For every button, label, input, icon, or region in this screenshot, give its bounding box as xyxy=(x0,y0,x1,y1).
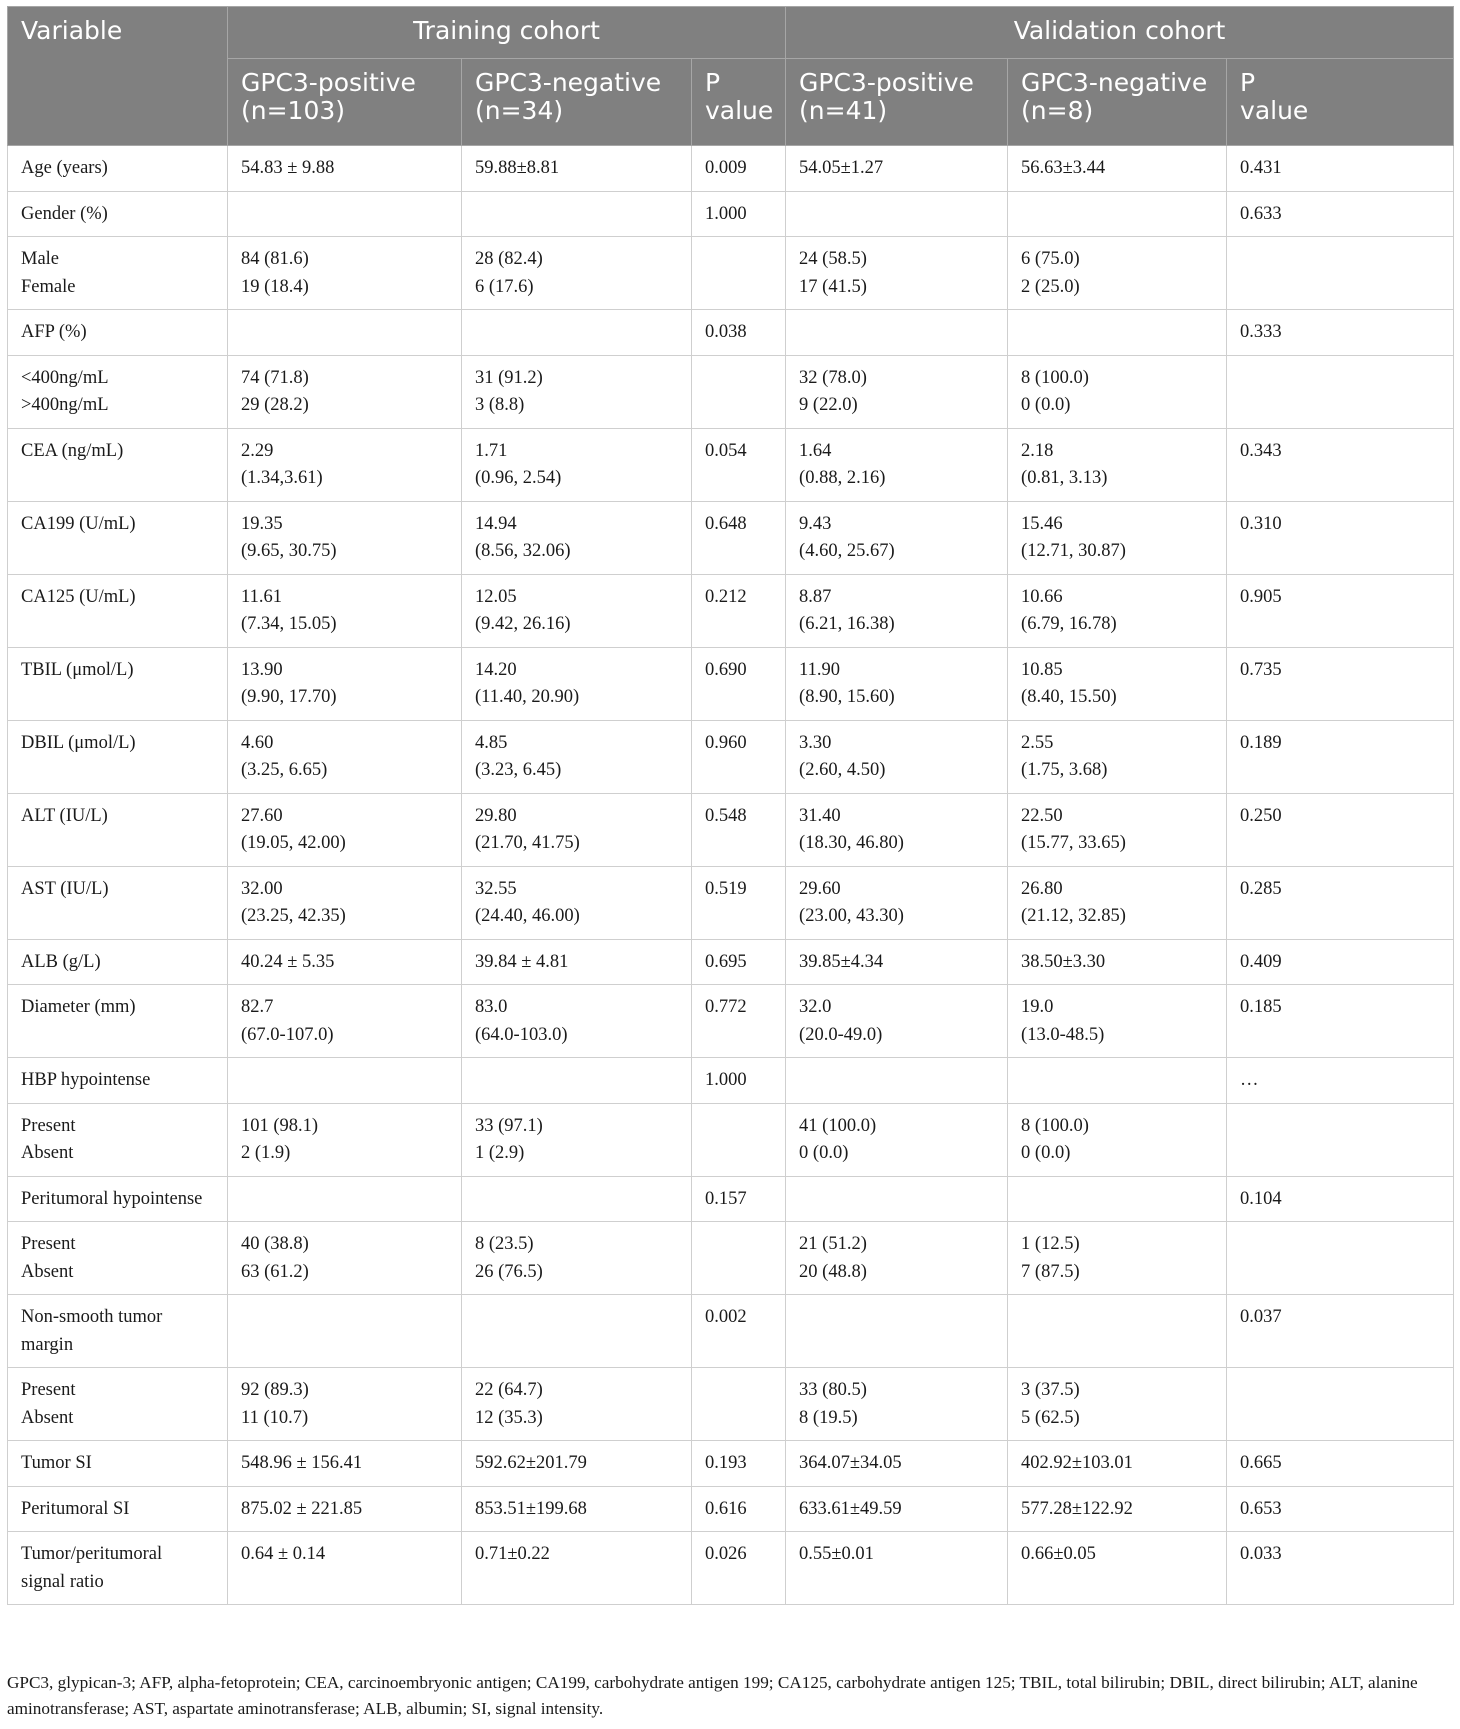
table-row xyxy=(8,310,1454,356)
value-cell xyxy=(1227,1103,1454,1176)
variable-cell: Present Absent xyxy=(8,1222,228,1295)
variable-cell: Tumor/peritumoral signal ratio xyxy=(8,1532,228,1605)
table-row xyxy=(8,191,1454,237)
value-cell: 0.189 xyxy=(1227,720,1454,793)
value-cell xyxy=(692,237,786,310)
value-cell: 0.431 xyxy=(1227,146,1454,192)
table-row xyxy=(8,1368,1454,1441)
value-cell xyxy=(786,1176,1008,1222)
table-row xyxy=(8,1295,1454,1368)
value-cell: 33 (97.1) 1 (2.9) xyxy=(462,1103,692,1176)
variable-cell: Age (years) xyxy=(8,146,228,192)
value-cell: 8 (23.5) 26 (76.5) xyxy=(462,1222,692,1295)
value-cell: 592.62±201.79 xyxy=(462,1441,692,1487)
value-cell xyxy=(1227,1222,1454,1295)
variable-cell: Peritumoral hypointense xyxy=(8,1176,228,1222)
table-row xyxy=(8,574,1454,647)
variable-cell: Tumor SI xyxy=(8,1441,228,1487)
value-cell: 19.35 (9.65, 30.75) xyxy=(228,501,462,574)
value-cell xyxy=(692,355,786,428)
header-validation-gpc3-negative: GPC3-negative (n=8) xyxy=(1008,59,1227,146)
value-cell: 0.548 xyxy=(692,793,786,866)
value-cell: 14.94 (8.56, 32.06) xyxy=(462,501,692,574)
variable-cell: Diameter (mm) xyxy=(8,985,228,1058)
value-cell: 15.46 (12.71, 30.87) xyxy=(1008,501,1227,574)
value-cell: 0.633 xyxy=(1227,191,1454,237)
value-cell: 8.87 (6.21, 16.38) xyxy=(786,574,1008,647)
variable-cell: Gender (%) xyxy=(8,191,228,237)
value-cell xyxy=(1008,1058,1227,1104)
value-cell: 83.0 (64.0-103.0) xyxy=(462,985,692,1058)
value-cell xyxy=(462,191,692,237)
value-cell xyxy=(1227,237,1454,310)
value-cell xyxy=(786,1295,1008,1368)
value-cell: 6 (75.0) 2 (25.0) xyxy=(1008,237,1227,310)
value-cell: 40 (38.8) 63 (61.2) xyxy=(228,1222,462,1295)
table-row xyxy=(8,866,1454,939)
table-row xyxy=(8,428,1454,501)
value-cell: 11.61 (7.34, 15.05) xyxy=(228,574,462,647)
value-cell: 402.92±103.01 xyxy=(1008,1441,1227,1487)
value-cell: 0.002 xyxy=(692,1295,786,1368)
value-cell: 0.648 xyxy=(692,501,786,574)
value-cell: 41 (100.0) 0 (0.0) xyxy=(786,1103,1008,1176)
value-cell: 13.90 (9.90, 17.70) xyxy=(228,647,462,720)
value-cell: 101 (98.1) 2 (1.9) xyxy=(228,1103,462,1176)
value-cell xyxy=(228,1176,462,1222)
value-cell: 0.71±0.22 xyxy=(462,1532,692,1605)
value-cell: 0.665 xyxy=(1227,1441,1454,1487)
variable-cell: CA199 (U/mL) xyxy=(8,501,228,574)
value-cell xyxy=(786,191,1008,237)
value-cell: 0.960 xyxy=(692,720,786,793)
header-validation-cohort: Validation cohort xyxy=(786,7,1454,59)
value-cell: 0.55±0.01 xyxy=(786,1532,1008,1605)
value-cell: 29.60 (23.00, 43.30) xyxy=(786,866,1008,939)
value-cell: 0.409 xyxy=(1227,939,1454,985)
variable-cell: TBIL (μmol/L) xyxy=(8,647,228,720)
value-cell: 0.193 xyxy=(692,1441,786,1487)
variable-cell: Present Absent xyxy=(8,1103,228,1176)
value-cell: 74 (71.8) 29 (28.2) xyxy=(228,355,462,428)
value-cell: 0.64 ± 0.14 xyxy=(228,1532,462,1605)
value-cell: 32 (78.0) 9 (22.0) xyxy=(786,355,1008,428)
variable-cell: <400ng/mL >400ng/mL xyxy=(8,355,228,428)
value-cell: 29.80 (21.70, 41.75) xyxy=(462,793,692,866)
value-cell: 24 (58.5) 17 (41.5) xyxy=(786,237,1008,310)
table-row xyxy=(8,1176,1454,1222)
value-cell: 31.40 (18.30, 46.80) xyxy=(786,793,1008,866)
value-cell: 10.85 (8.40, 15.50) xyxy=(1008,647,1227,720)
value-cell: 548.96 ± 156.41 xyxy=(228,1441,462,1487)
variable-cell: DBIL (μmol/L) xyxy=(8,720,228,793)
table-row xyxy=(8,355,1454,428)
value-cell: 14.20 (11.40, 20.90) xyxy=(462,647,692,720)
value-cell xyxy=(692,1368,786,1441)
value-cell: 21 (51.2) 20 (48.8) xyxy=(786,1222,1008,1295)
value-cell: 0.185 xyxy=(1227,985,1454,1058)
value-cell: 0.104 xyxy=(1227,1176,1454,1222)
value-cell: 59.88±8.81 xyxy=(462,146,692,192)
value-cell: 0.033 xyxy=(1227,1532,1454,1605)
value-cell: 0.905 xyxy=(1227,574,1454,647)
value-cell: 2.55 (1.75, 3.68) xyxy=(1008,720,1227,793)
value-cell: 0.66±0.05 xyxy=(1008,1532,1227,1605)
header-row-groups xyxy=(8,7,1454,59)
value-cell: 54.83 ± 9.88 xyxy=(228,146,462,192)
table-row xyxy=(8,720,1454,793)
header-training-gpc3-positive: GPC3-positive (n=103) xyxy=(228,59,462,146)
value-cell: 39.84 ± 4.81 xyxy=(462,939,692,985)
value-cell: 1 (12.5) 7 (87.5) xyxy=(1008,1222,1227,1295)
value-cell xyxy=(228,1295,462,1368)
value-cell: 38.50±3.30 xyxy=(1008,939,1227,985)
header-validation-p-value: P value xyxy=(1227,59,1454,146)
value-cell xyxy=(1008,1295,1227,1368)
value-cell xyxy=(462,1295,692,1368)
table-row xyxy=(8,501,1454,574)
value-cell: 0.690 xyxy=(692,647,786,720)
value-cell xyxy=(1227,355,1454,428)
value-cell: 1.000 xyxy=(692,1058,786,1104)
table-row xyxy=(8,647,1454,720)
value-cell: 577.28±122.92 xyxy=(1008,1486,1227,1532)
value-cell: 11.90 (8.90, 15.60) xyxy=(786,647,1008,720)
header-training-gpc3-negative: GPC3-negative (n=34) xyxy=(462,59,692,146)
value-cell: 10.66 (6.79, 16.78) xyxy=(1008,574,1227,647)
table-row xyxy=(8,1058,1454,1104)
variable-cell: HBP hypointense xyxy=(8,1058,228,1104)
value-cell xyxy=(1008,191,1227,237)
value-cell xyxy=(462,1176,692,1222)
value-cell: 0.054 xyxy=(692,428,786,501)
table-body xyxy=(8,146,1454,1605)
table-row xyxy=(8,793,1454,866)
value-cell: 9.43 (4.60, 25.67) xyxy=(786,501,1008,574)
value-cell: 0.772 xyxy=(692,985,786,1058)
value-cell: 0.333 xyxy=(1227,310,1454,356)
variable-cell: ALB (g/L) xyxy=(8,939,228,985)
value-cell: 4.85 (3.23, 6.45) xyxy=(462,720,692,793)
variable-cell: CEA (ng/mL) xyxy=(8,428,228,501)
variable-cell: Non-smooth tumor margin xyxy=(8,1295,228,1368)
value-cell xyxy=(228,310,462,356)
variable-cell: Peritumoral SI xyxy=(8,1486,228,1532)
value-cell: 92 (89.3) 11 (10.7) xyxy=(228,1368,462,1441)
value-cell: 32.00 (23.25, 42.35) xyxy=(228,866,462,939)
value-cell: 8 (100.0) 0 (0.0) xyxy=(1008,355,1227,428)
value-cell xyxy=(786,310,1008,356)
value-cell: 0.026 xyxy=(692,1532,786,1605)
value-cell: 4.60 (3.25, 6.65) xyxy=(228,720,462,793)
variable-cell: ALT (IU/L) xyxy=(8,793,228,866)
variable-cell: CA125 (U/mL) xyxy=(8,574,228,647)
table-footnote: GPC3, glypican-3; AFP, alpha-fetoprotein; CEA, carcinoembryonic antigen; CA199, carbohydrate antigen 199; CA125, carbohydrate antigen 125; TBIL, total bilirubin; DBIL, direct bilirubin; ALT, alanine aminotransferase; AST, aspartate aminotransferase; ALB, albumin; SI, signal intensity. xyxy=(7,1673,1418,1718)
header-variable: Variable xyxy=(8,7,228,146)
variable-cell: Male Female xyxy=(8,237,228,310)
value-cell: 0.250 xyxy=(1227,793,1454,866)
value-cell: 1.64 (0.88, 2.16) xyxy=(786,428,1008,501)
value-cell: 3.30 (2.60, 4.50) xyxy=(786,720,1008,793)
table-row xyxy=(8,1486,1454,1532)
variable-cell: AFP (%) xyxy=(8,310,228,356)
value-cell: 2.18 (0.81, 3.13) xyxy=(1008,428,1227,501)
value-cell xyxy=(1008,1176,1227,1222)
value-cell: 84 (81.6) 19 (18.4) xyxy=(228,237,462,310)
value-cell xyxy=(462,310,692,356)
value-cell xyxy=(1227,1368,1454,1441)
value-cell: 82.7 (67.0-107.0) xyxy=(228,985,462,1058)
value-cell: 31 (91.2) 3 (8.8) xyxy=(462,355,692,428)
variable-cell: Present Absent xyxy=(8,1368,228,1441)
cohort-comparison-table xyxy=(7,6,1454,1605)
value-cell: 0.038 xyxy=(692,310,786,356)
value-cell xyxy=(462,1058,692,1104)
value-cell: 1.000 xyxy=(692,191,786,237)
value-cell xyxy=(1008,310,1227,356)
table-container xyxy=(7,6,1453,1605)
table-row xyxy=(8,985,1454,1058)
table-row xyxy=(8,146,1454,192)
value-cell: 0.695 xyxy=(692,939,786,985)
value-cell: 0.343 xyxy=(1227,428,1454,501)
value-cell: 0.037 xyxy=(1227,1295,1454,1368)
value-cell: 0.212 xyxy=(692,574,786,647)
value-cell: 26.80 (21.12, 32.85) xyxy=(1008,866,1227,939)
value-cell: 364.07±34.05 xyxy=(786,1441,1008,1487)
value-cell: 33 (80.5) 8 (19.5) xyxy=(786,1368,1008,1441)
value-cell: 54.05±1.27 xyxy=(786,146,1008,192)
value-cell: … xyxy=(1227,1058,1454,1104)
value-cell: 28 (82.4) 6 (17.6) xyxy=(462,237,692,310)
value-cell: 0.735 xyxy=(1227,647,1454,720)
variable-cell: AST (IU/L) xyxy=(8,866,228,939)
value-cell: 12.05 (9.42, 26.16) xyxy=(462,574,692,647)
value-cell: 2.29 (1.34,3.61) xyxy=(228,428,462,501)
value-cell: 853.51±199.68 xyxy=(462,1486,692,1532)
value-cell: 0.310 xyxy=(1227,501,1454,574)
value-cell: 19.0 (13.0-48.5) xyxy=(1008,985,1227,1058)
header-training-cohort: Training cohort xyxy=(228,7,786,59)
table-row xyxy=(8,237,1454,310)
value-cell xyxy=(228,191,462,237)
value-cell xyxy=(228,1058,462,1104)
value-cell: 1.71 (0.96, 2.54) xyxy=(462,428,692,501)
value-cell xyxy=(692,1103,786,1176)
value-cell: 40.24 ± 5.35 xyxy=(228,939,462,985)
value-cell: 0.009 xyxy=(692,146,786,192)
value-cell: 0.616 xyxy=(692,1486,786,1532)
value-cell: 32.55 (24.40, 46.00) xyxy=(462,866,692,939)
header-validation-gpc3-positive: GPC3-positive (n=41) xyxy=(786,59,1008,146)
header-training-p-value: P value xyxy=(692,59,786,146)
value-cell: 0.285 xyxy=(1227,866,1454,939)
value-cell: 32.0 (20.0-49.0) xyxy=(786,985,1008,1058)
value-cell: 22 (64.7) 12 (35.3) xyxy=(462,1368,692,1441)
table-row xyxy=(8,939,1454,985)
table-row xyxy=(8,1441,1454,1487)
table-row xyxy=(8,1103,1454,1176)
value-cell: 22.50 (15.77, 33.65) xyxy=(1008,793,1227,866)
value-cell: 0.653 xyxy=(1227,1486,1454,1532)
table-row xyxy=(8,1222,1454,1295)
value-cell: 56.63±3.44 xyxy=(1008,146,1227,192)
table-row xyxy=(8,1532,1454,1605)
value-cell xyxy=(692,1222,786,1295)
value-cell: 27.60 (19.05, 42.00) xyxy=(228,793,462,866)
value-cell: 0.519 xyxy=(692,866,786,939)
value-cell xyxy=(786,1058,1008,1104)
value-cell: 3 (37.5) 5 (62.5) xyxy=(1008,1368,1227,1441)
value-cell: 633.61±49.59 xyxy=(786,1486,1008,1532)
value-cell: 875.02 ± 221.85 xyxy=(228,1486,462,1532)
value-cell: 8 (100.0) 0 (0.0) xyxy=(1008,1103,1227,1176)
value-cell: 39.85±4.34 xyxy=(786,939,1008,985)
value-cell: 0.157 xyxy=(692,1176,786,1222)
